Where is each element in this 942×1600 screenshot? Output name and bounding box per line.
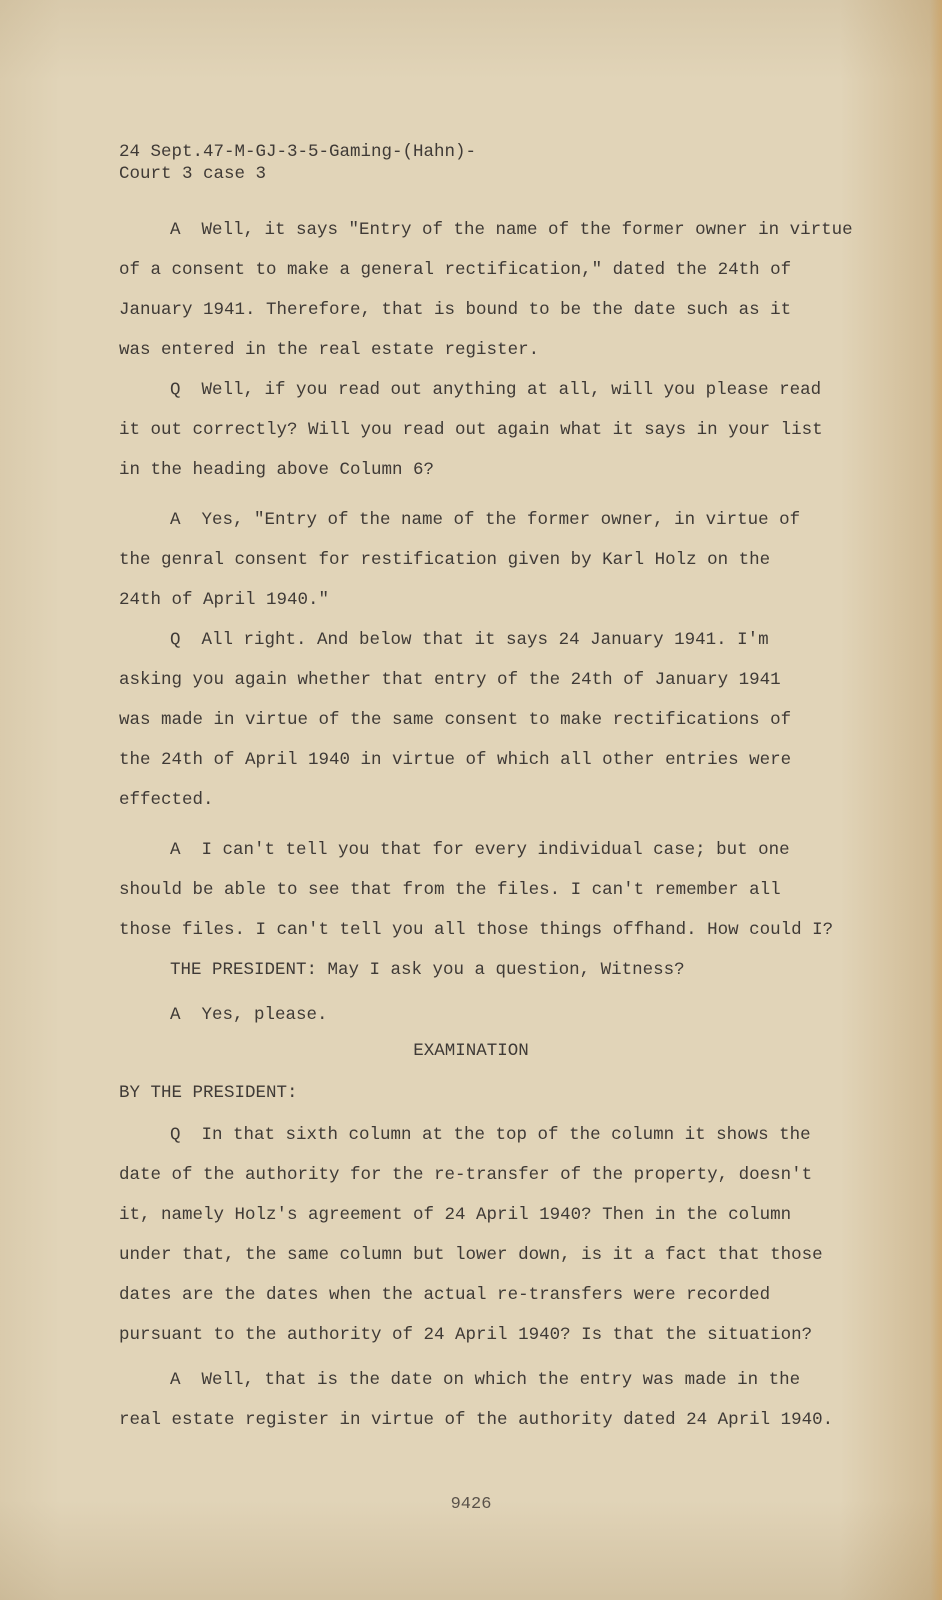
body-line: was made in virtue of the same consent to make rectifications of <box>119 710 792 730</box>
body-line: Q Well, if you read out anything at all, will you please read <box>170 380 822 400</box>
body-line: of a consent to make a general rectification," dated the 24th of <box>119 260 792 280</box>
body-line: pursuant to the authority of 24 April 1940? Is that the situation? <box>119 1325 813 1345</box>
body-line: effected. <box>119 790 214 810</box>
section-heading: EXAMINATION <box>413 1041 529 1061</box>
body-line: A Well, it says "Entry of the name of the former owner in virtue <box>170 220 853 240</box>
body-line: was entered in the real estate register. <box>119 340 540 360</box>
body-line: those files. I can't tell you all those things offhand. How could I? <box>119 920 834 940</box>
body-line: A Yes, "Entry of the name of the former owner, in virtue of <box>170 510 801 530</box>
body-line: THE PRESIDENT: May I ask you a question, Witness? <box>170 960 685 980</box>
body-line: real estate register in virtue of the authority dated 24 April 1940. <box>119 1410 834 1430</box>
examiner-heading: BY THE PRESIDENT: <box>119 1083 298 1103</box>
body-line: it, namely Holz's agreement of 24 April 1940? Then in the column <box>119 1205 792 1225</box>
body-line: in the heading above Column 6? <box>119 460 435 480</box>
body-line: asking you again whether that entry of the 24th of January 1941 <box>119 670 781 690</box>
paper-edge-shading <box>930 0 942 1600</box>
body-line: 24th of April 1940." <box>119 590 330 610</box>
header-line-1: 24 Sept.47-M-GJ-3-5-Gaming-(Hahn)- <box>119 142 477 162</box>
body-line: January 1941. Therefore, that is bound to be the date such as it <box>119 300 792 320</box>
body-line: the 24th of April 1940 in virtue of which all other entries were <box>119 750 792 770</box>
body-line: it out correctly? Will you read out again what it says in your list <box>119 420 823 440</box>
body-line: A I can't tell you that for every individual case; but one <box>170 840 790 860</box>
body-line: A Well, that is the date on which the entry was made in the <box>170 1370 801 1390</box>
header-line-2: Court 3 case 3 <box>119 164 267 184</box>
body-line: the genral consent for restification given by Karl Holz on the <box>119 550 771 570</box>
body-line: under that, the same column but lower down, is it a fact that those <box>119 1245 823 1265</box>
body-line: date of the authority for the re-transfer of the property, doesn't <box>119 1165 813 1185</box>
body-line: Q All right. And below that it says 24 January 1941. I'm <box>170 630 769 650</box>
body-line: Q In that sixth column at the top of the column it shows the <box>170 1125 811 1145</box>
page-number: 9426 <box>450 1495 492 1514</box>
body-line: should be able to see that from the files. I can't remember all <box>119 880 781 900</box>
body-line: A Yes, please. <box>170 1005 328 1025</box>
body-line: dates are the dates when the actual re-transfers were recorded <box>119 1285 771 1305</box>
